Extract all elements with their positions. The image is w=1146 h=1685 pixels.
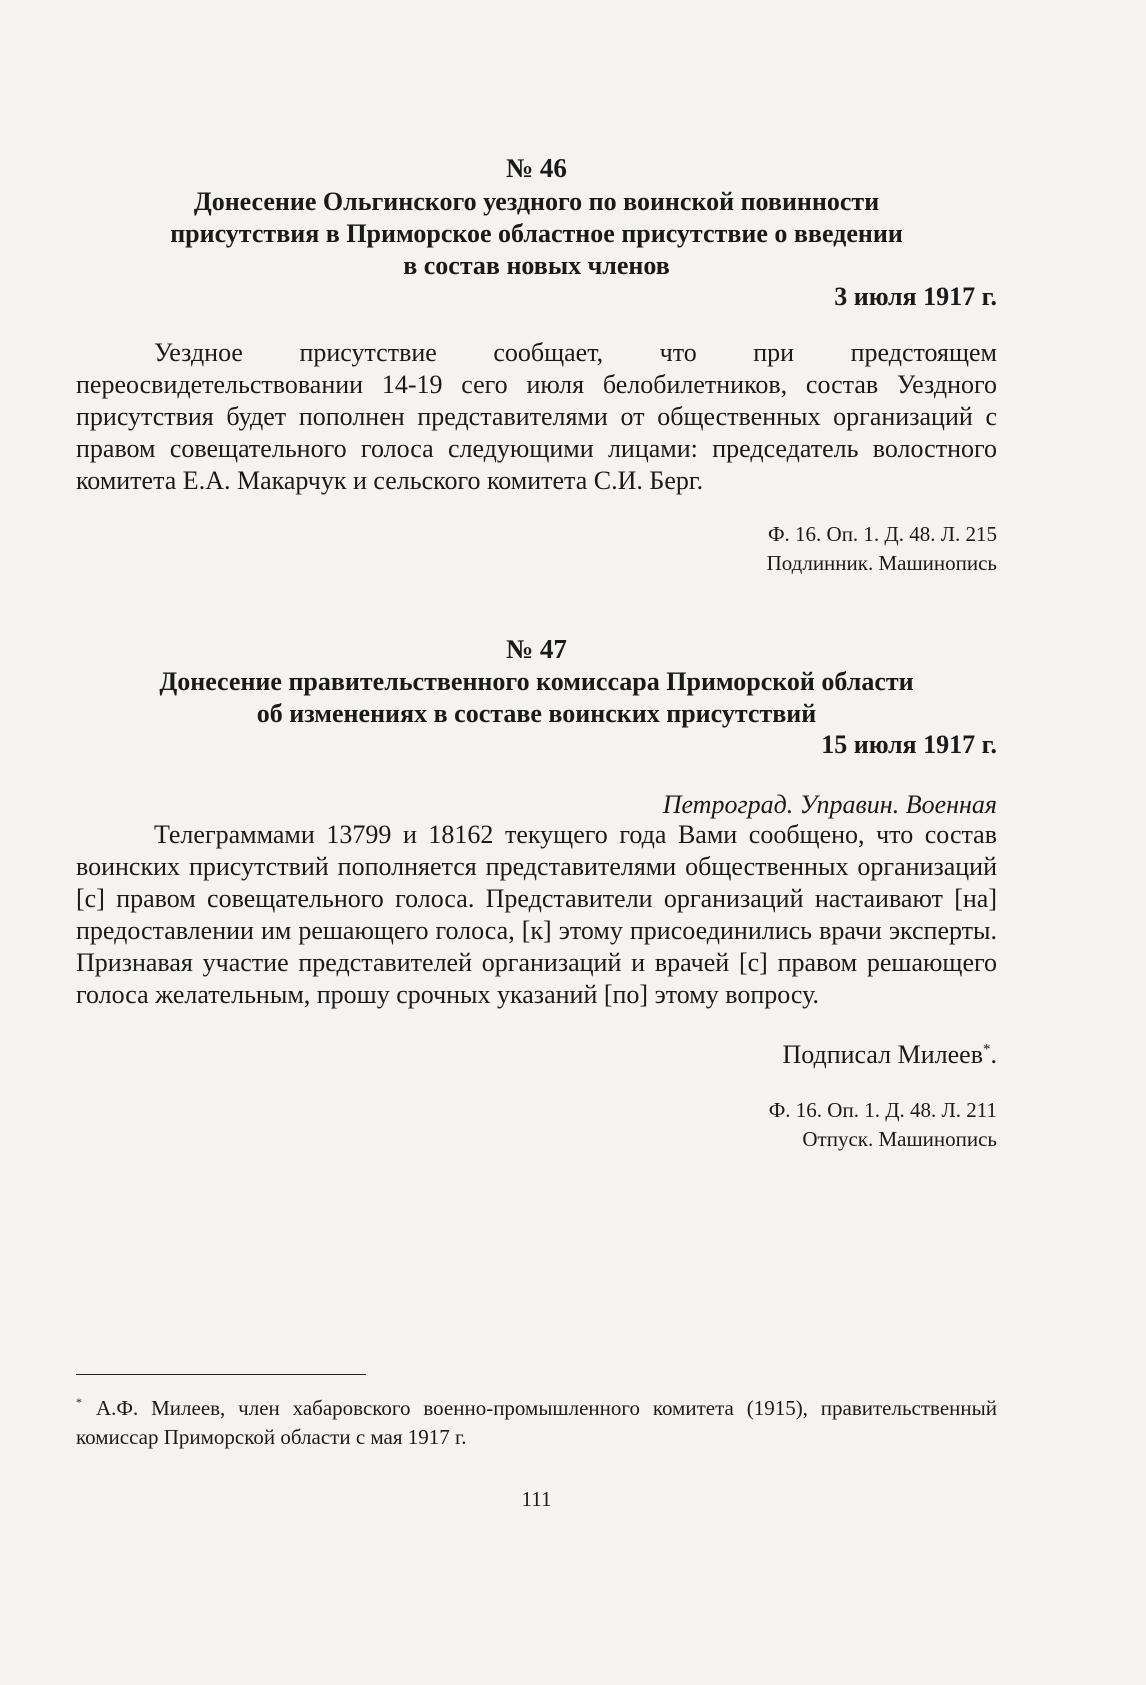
doc-46-archive-note: Подлинник. Машинопись: [766, 551, 997, 575]
doc-47-archive-note: Отпуск. Машинопись: [802, 1127, 997, 1151]
doc-47-place: Петроград. Управин. Военная: [662, 790, 997, 819]
doc-46-title-line: присутствия в Приморское областное присутствие о введении: [170, 219, 903, 248]
doc-47-date: 15 июля 1917 г.: [821, 730, 997, 759]
doc-46-title: [76, 186, 997, 282]
doc-47-title-line: Донесение правительственного комиссара Приморской области: [159, 667, 914, 696]
doc-47-archive: [769, 1096, 997, 1154]
footnote-text: А.Ф. Милеев, член хабаровского военно-промышленного комитета (1915), правительственный комиссар Приморской области с мая 1917 г.: [76, 1396, 997, 1449]
doc-47-signature: [782, 1040, 997, 1070]
doc-46-title-line: в состав новых членов: [403, 251, 670, 280]
doc-46-body: Уездное присутствие сообщает, что при предстоящем переосвидетельствовании 14-19 сего июля белобилетников, состав Уездного присутствия будет пополнен представителями от общественных организаций с правом совещательного голоса следующими лицами: председатель волостного комитета Е.А. Макарчук и сельского комитета С.И. Берг.: [76, 338, 997, 495]
doc-47-body: Телеграммами 13799 и 18162 текущего года Вами сообщено, что состав воинских присутствий пополняется представителями общественных организаций [с] правом совещательного голоса. Представители организаций настаивают [на] предоставлении им решающего голоса, [к] этому присоединились врачи эксперты. Признавая участие представителей организаций и врачей [с] правом решающего голоса желательным, прошу срочных указаний [по] этому вопросу.: [76, 820, 997, 1009]
footnote: [76, 1388, 997, 1452]
signature-text: Подписал Милеев: [782, 1040, 983, 1069]
doc-47-archive-ref: Ф. 16. Оп. 1. Д. 48. Л. 211: [768, 1098, 997, 1122]
signature-end: .: [990, 1040, 997, 1069]
doc-46-title-line: Донесение Ольгинского уездного по воинской повинности: [193, 187, 880, 216]
doc-46-archive: [767, 520, 997, 578]
doc-47-number: № 47: [506, 634, 567, 664]
page-number: 111: [521, 1487, 552, 1511]
signature-footnote-mark: *: [983, 1041, 991, 1058]
document-page: [76, 0, 997, 1685]
doc-47-title: [76, 666, 997, 730]
doc-47-title-line: об изменениях в составе воинских присутствий: [256, 699, 817, 728]
doc-46-date: 3 июля 1917 г.: [834, 282, 997, 311]
footnote-mark: *: [76, 1395, 82, 1409]
footnote-divider: [76, 1374, 366, 1375]
doc-46-number: № 46: [506, 153, 567, 183]
doc-46-archive-ref: Ф. 16. Оп. 1. Д. 48. Л. 215: [767, 522, 997, 546]
